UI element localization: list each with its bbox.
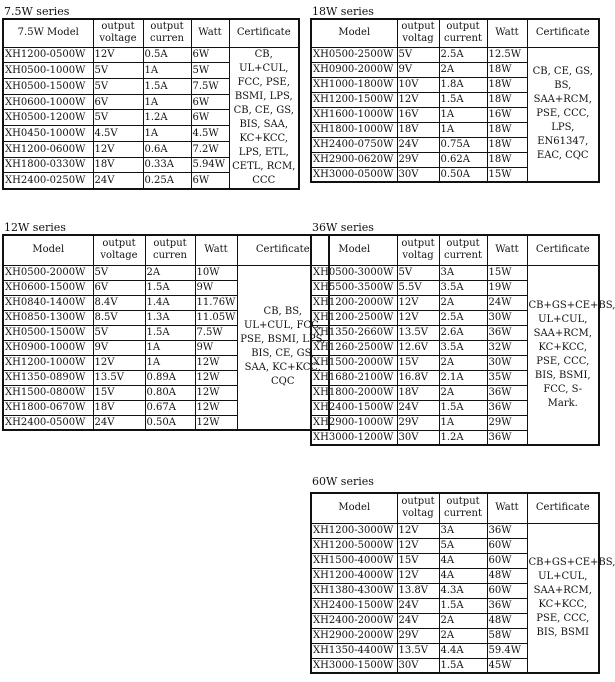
current-cell: 0.50A (439, 167, 487, 182)
current-cell: 2A (439, 628, 487, 643)
current-cell: 2A (439, 613, 487, 628)
watt-cell: 58W (487, 628, 527, 643)
voltage-cell: 24V (397, 137, 439, 152)
current-cell: 0.33A (143, 157, 191, 173)
model-cell: XH1600-1000W (311, 107, 397, 122)
watt-cell: 48W (487, 613, 527, 628)
current-cell: 2A (439, 295, 487, 310)
model-cell: XH2400-1500W (311, 400, 397, 415)
series-12w (2, 222, 330, 431)
column-header: 7.5W Model (3, 19, 93, 47)
current-cell: 1.3A (145, 310, 195, 325)
current-cell: 2.5A (439, 47, 487, 62)
watt-cell: 18W (487, 122, 527, 137)
watt-cell: 9W (195, 340, 237, 355)
current-cell: 1A (439, 107, 487, 122)
voltage-cell: 24V (397, 613, 439, 628)
watt-cell: 60W (487, 583, 527, 598)
watt-cell: 36W (487, 430, 527, 445)
current-cell: 2A (439, 385, 487, 400)
model-cell: XH1200-4000W (311, 568, 397, 583)
model-cell: XH0900-2000W (311, 62, 397, 77)
voltage-cell: 4.5V (93, 126, 143, 142)
watt-cell: 36W (487, 385, 527, 400)
watt-cell: 7.5W (191, 78, 229, 94)
watt-cell: 12W (195, 415, 237, 430)
model-cell: XH1260-2500W (311, 340, 397, 355)
voltage-cell: 5V (397, 265, 439, 280)
watt-cell: 12W (195, 355, 237, 370)
watt-cell: 12W (195, 400, 237, 415)
voltage-cell: 6V (93, 94, 143, 110)
voltage-cell: 12.6V (397, 340, 439, 355)
watt-cell: 11.76W (196, 297, 236, 308)
voltage-cell: 18V (93, 157, 143, 173)
current-cell: 5A (439, 538, 487, 553)
model-cell: XH0500-1500W (3, 78, 93, 94)
model-cell: XH1800-1000W (311, 122, 397, 137)
certificates-cell: CB+GS+CE+BS, UL+CUL, SAA+RCM, KC+KCC, PSE, CCC, BIS, BSMI, FCC, S-Mark. (527, 265, 599, 445)
watt-cell: 60W (487, 538, 527, 553)
certificates-cell: CB, CE, GS, BS, SAA+RCM, PSE, CCC, LPS, EN61347, EAC, CQC (527, 47, 599, 182)
voltage-cell: 12V (93, 141, 143, 157)
current-cell: 1.2A (143, 110, 191, 126)
series-36w (310, 221, 615, 446)
model-cell: XH1200-0600W (3, 141, 93, 157)
voltage-cell: 9V (93, 340, 145, 355)
voltage-cell: 12V (397, 538, 439, 553)
current-cell: 3.5A (439, 340, 487, 355)
current-cell: 4A (439, 553, 487, 568)
voltage-cell: 5V (93, 78, 143, 94)
watt-cell: 15W (487, 265, 527, 280)
current-cell: 0.5A (143, 47, 191, 63)
current-cell: 1A (439, 122, 487, 137)
voltage-cell: 12V (397, 568, 439, 583)
current-cell: 0.80A (145, 385, 195, 400)
series-title: 12W series (4, 221, 66, 234)
voltage-cell: 30V (397, 167, 439, 182)
series-18w (310, 6, 600, 183)
voltage-cell: 8.4V (93, 295, 145, 310)
current-cell: 1A (145, 355, 195, 370)
column-header: output current (439, 493, 487, 523)
current-cell: 1.5A (439, 598, 487, 613)
voltage-cell: 18V (93, 400, 145, 415)
watt-cell: 48W (487, 568, 527, 583)
model-cell: XH3000-1200W (311, 430, 397, 445)
watt-cell: 6W (191, 47, 229, 63)
model-cell: XH0500-3000W (311, 265, 397, 280)
voltage-cell: 18V (397, 385, 439, 400)
model-cell: XH0900-1000W (3, 340, 93, 355)
voltage-cell: 12V (397, 310, 439, 325)
watt-cell: 15W (487, 167, 527, 182)
voltage-cell: 15V (93, 385, 145, 400)
voltage-cell: 5V (93, 325, 145, 340)
table-row (3, 47, 299, 63)
column-header: output voltage (93, 19, 143, 47)
column-header: output voltag (397, 493, 439, 523)
watt-cell: 36W (487, 523, 527, 538)
watt-cell: 18W (487, 137, 527, 152)
watt-cell: 18W (487, 77, 527, 92)
watt-cell: 45W (487, 658, 527, 673)
current-cell: 2.5A (439, 310, 487, 325)
voltage-cell: 12V (397, 523, 439, 538)
watt-cell: 6W (191, 94, 229, 110)
watt-cell: 7.2W (191, 141, 229, 157)
watt-cell: 12W (195, 385, 237, 400)
certificates-cell: CB+GS+CE+BS, UL+CUL, SAA+RCM, KC+KCC, PSE, CCC, BIS, BSMI (527, 523, 599, 673)
voltage-cell: 30V (397, 430, 439, 445)
table-row (311, 47, 599, 62)
voltage-cell: 13.8V (397, 583, 439, 598)
column-header: output voltag (397, 235, 439, 265)
watt-cell: 6W (191, 173, 229, 189)
model-cell: XH0500-1500W (3, 325, 93, 340)
current-cell: 0.89A (145, 370, 195, 385)
model-cell: XH0850-1300W (3, 310, 93, 325)
column-header: Model (3, 235, 93, 265)
model-cell: XH1500-2000W (311, 355, 397, 370)
watt-cell: 36W (487, 400, 527, 415)
voltage-cell: 5.5V (397, 280, 439, 295)
watt-cell: 12.5W (487, 47, 527, 62)
column-header: Certificate (527, 235, 599, 265)
voltage-cell: 24V (93, 173, 143, 189)
current-cell: 1A (143, 63, 191, 79)
current-cell: 1.5A (439, 400, 487, 415)
watt-cell: 5W (191, 63, 229, 79)
series-title: 60W series (312, 475, 374, 488)
voltage-cell: 16.8V (397, 370, 439, 385)
watt-cell: 36W (487, 598, 527, 613)
model-cell: XH3000-1500W (311, 658, 397, 673)
voltage-cell: 5V (93, 110, 143, 126)
current-cell: 1.5A (145, 280, 195, 295)
current-cell: 2A (145, 265, 195, 280)
model-cell: XH2400-0750W (311, 137, 397, 152)
model-cell: XH0500-1200W (3, 110, 93, 126)
watt-cell: 10W (195, 265, 237, 280)
model-cell: XH1800-2000W (311, 385, 397, 400)
table-row (311, 265, 599, 280)
watt-cell: 12W (195, 370, 237, 385)
current-cell: 1.2A (439, 430, 487, 445)
model-cell: XH1200-5000W (311, 538, 397, 553)
series-title: 7.5W series (4, 5, 70, 18)
watt-cell: 18W (487, 62, 527, 77)
watt-cell: 16W (487, 107, 527, 122)
column-header: output curren (143, 19, 191, 47)
current-cell: 1A (145, 340, 195, 355)
current-cell: 1A (439, 415, 487, 430)
voltage-cell: 29V (397, 152, 439, 167)
watt-cell: 6W (191, 110, 229, 126)
model-cell: XH1380-4300W (311, 583, 397, 598)
voltage-cell: 15V (397, 553, 439, 568)
watt-cell: 59.4W (487, 643, 527, 658)
current-cell: 4A (439, 568, 487, 583)
current-cell: 0.50A (145, 415, 195, 430)
voltage-cell: 30V (397, 658, 439, 673)
current-cell: 1A (143, 126, 191, 142)
voltage-cell: 13.5V (93, 370, 145, 385)
watt-cell: 5.94W (191, 157, 229, 173)
model-cell: XH1500-4000W (311, 553, 397, 568)
watt-cell: 35W (487, 370, 527, 385)
column-header: output curren (145, 235, 195, 265)
current-cell: 0.62A (439, 152, 487, 167)
watt-cell: 19W (487, 280, 527, 295)
watt-cell: 24W (487, 295, 527, 310)
series-title: 18W series (312, 5, 374, 18)
voltage-cell: 5V (93, 265, 145, 280)
voltage-cell: 9V (397, 62, 439, 77)
voltage-cell: 6V (93, 280, 145, 295)
column-header: Model (311, 493, 397, 523)
column-header: Watt (191, 19, 229, 47)
model-cell: XH1200-1000W (3, 355, 93, 370)
model-cell: XH0840-1400W (3, 295, 93, 310)
current-cell: 2.1A (439, 370, 487, 385)
series-60w (310, 475, 615, 674)
model-cell: XH0500-2500W (311, 47, 397, 62)
current-cell: 3.5A (439, 280, 487, 295)
current-cell: 0.75A (439, 137, 487, 152)
voltage-cell: 24V (93, 415, 145, 430)
voltage-cell: 29V (397, 628, 439, 643)
current-cell: 0.6A (143, 141, 191, 157)
voltage-cell: 13.5V (397, 325, 439, 340)
current-cell: 1.5A (145, 325, 195, 340)
column-header: Certificate (237, 235, 329, 265)
column-header: output voltage (93, 235, 145, 265)
column-header: Watt (487, 493, 527, 523)
watt-cell: 32W (487, 340, 527, 355)
model-cell: XH3000-0500W (311, 167, 397, 182)
current-cell: 3A (439, 523, 487, 538)
model-cell: XH0500-2000W (3, 265, 93, 280)
watt-cell: 29W (487, 415, 527, 430)
voltage-cell: 12V (397, 295, 439, 310)
watt-cell: 18W (487, 92, 527, 107)
current-cell: 4.4A (439, 643, 487, 658)
watt-cell: 30W (487, 355, 527, 370)
column-header: output current (439, 19, 487, 47)
column-header: Watt (487, 19, 527, 47)
model-cell: XH2900-1000W (311, 415, 397, 430)
model-cell: XH1800-0330W (3, 157, 93, 173)
voltage-cell: 12V (93, 355, 145, 370)
model-cell: XH1350-2660W (311, 325, 397, 340)
certificates-cell: CB, UL+CUL, FCC, PSE, BSMI, LPS, CB, CE, GS, BIS, SAA, KC+KCC, LPS, ETL, CETL, RCM, CCC (229, 47, 299, 189)
model-cell: XH1200-2000W (311, 295, 397, 310)
current-cell: 2A (439, 62, 487, 77)
column-header: Certificate (229, 19, 299, 47)
model-cell: XH5500-3500W (311, 280, 397, 295)
model-cell: XH2400-1500W (311, 598, 397, 613)
current-cell: 1.5A (143, 78, 191, 94)
column-header: Model (311, 19, 397, 47)
current-cell: 2A (439, 355, 487, 370)
watt-cell: 11.05W (196, 312, 236, 323)
voltage-cell: 5V (397, 47, 439, 62)
series-title: 36W series (312, 221, 374, 234)
model-cell: XH1200-1500W (311, 92, 397, 107)
model-cell: XH1200-2500W (311, 310, 397, 325)
current-cell: 1.5A (439, 92, 487, 107)
current-cell: 2.6A (439, 325, 487, 340)
voltage-cell: 15V (397, 355, 439, 370)
model-cell: XH1350-4400W (311, 643, 397, 658)
model-cell: XH1200-0500W (3, 47, 93, 63)
model-cell: XH2400-0250W (3, 173, 93, 189)
current-cell: 1A (143, 94, 191, 110)
column-header: Certificate (527, 19, 599, 47)
model-cell: XH1500-0800W (3, 385, 93, 400)
model-cell: XH2900-0620W (311, 152, 397, 167)
voltage-cell: 24V (397, 598, 439, 613)
model-cell: XH0500-1000W (3, 63, 93, 79)
model-cell: XH2400-2000W (311, 613, 397, 628)
voltage-cell: 24V (397, 400, 439, 415)
current-cell: 0.25A (143, 173, 191, 189)
model-cell: XH0600-1000W (3, 94, 93, 110)
column-header: Watt (487, 235, 527, 265)
column-header: output current (439, 235, 487, 265)
current-cell: 3A (439, 265, 487, 280)
current-cell: 0.67A (145, 400, 195, 415)
watt-cell: 36W (487, 325, 527, 340)
voltage-cell: 16V (397, 107, 439, 122)
voltage-cell: 18V (397, 122, 439, 137)
table-row (3, 265, 329, 280)
watt-cell: 18W (487, 152, 527, 167)
model-cell: XH2400-0500W (3, 415, 93, 430)
table-row (311, 523, 599, 538)
watt-cell: 30W (487, 310, 527, 325)
column-header: Certificate (527, 493, 599, 523)
model-cell: XH1200-3000W (311, 523, 397, 538)
voltage-cell: 10V (397, 77, 439, 92)
series-7-5w (2, 6, 300, 190)
watt-cell: 9W (195, 280, 237, 295)
column-header: output voltag (397, 19, 439, 47)
model-cell: XH1680-2100W (311, 370, 397, 385)
watt-cell: 7.5W (195, 325, 237, 340)
model-cell: XH1800-0670W (3, 400, 93, 415)
watt-cell: 60W (487, 553, 527, 568)
current-cell: 4.3A (439, 583, 487, 598)
model-cell: XH0450-1000W (3, 126, 93, 142)
voltage-cell: 12V (93, 47, 143, 63)
watt-cell: 4.5W (191, 126, 229, 142)
column-header: Model (311, 235, 397, 265)
current-cell: 1.8A (439, 77, 487, 92)
model-cell: XH2900-2000W (311, 628, 397, 643)
column-header: Watt (195, 235, 237, 265)
voltage-cell: 12V (397, 92, 439, 107)
current-cell: 1.5A (439, 658, 487, 673)
current-cell: 1.4A (145, 295, 195, 310)
certificates-cell: CB, BS, UL+CUL, FCC, PSE, BSMI, LPS, BIS, CE, GS, SAA, KC+KCC, CQC (237, 265, 329, 430)
voltage-cell: 5V (93, 63, 143, 79)
model-cell: XH1350-0890W (3, 370, 93, 385)
voltage-cell: 8.5V (93, 310, 145, 325)
voltage-cell: 29V (397, 415, 439, 430)
voltage-cell: 13.5V (397, 643, 439, 658)
model-cell: XH1000-1800W (311, 77, 397, 92)
model-cell: XH0600-1500W (3, 280, 93, 295)
